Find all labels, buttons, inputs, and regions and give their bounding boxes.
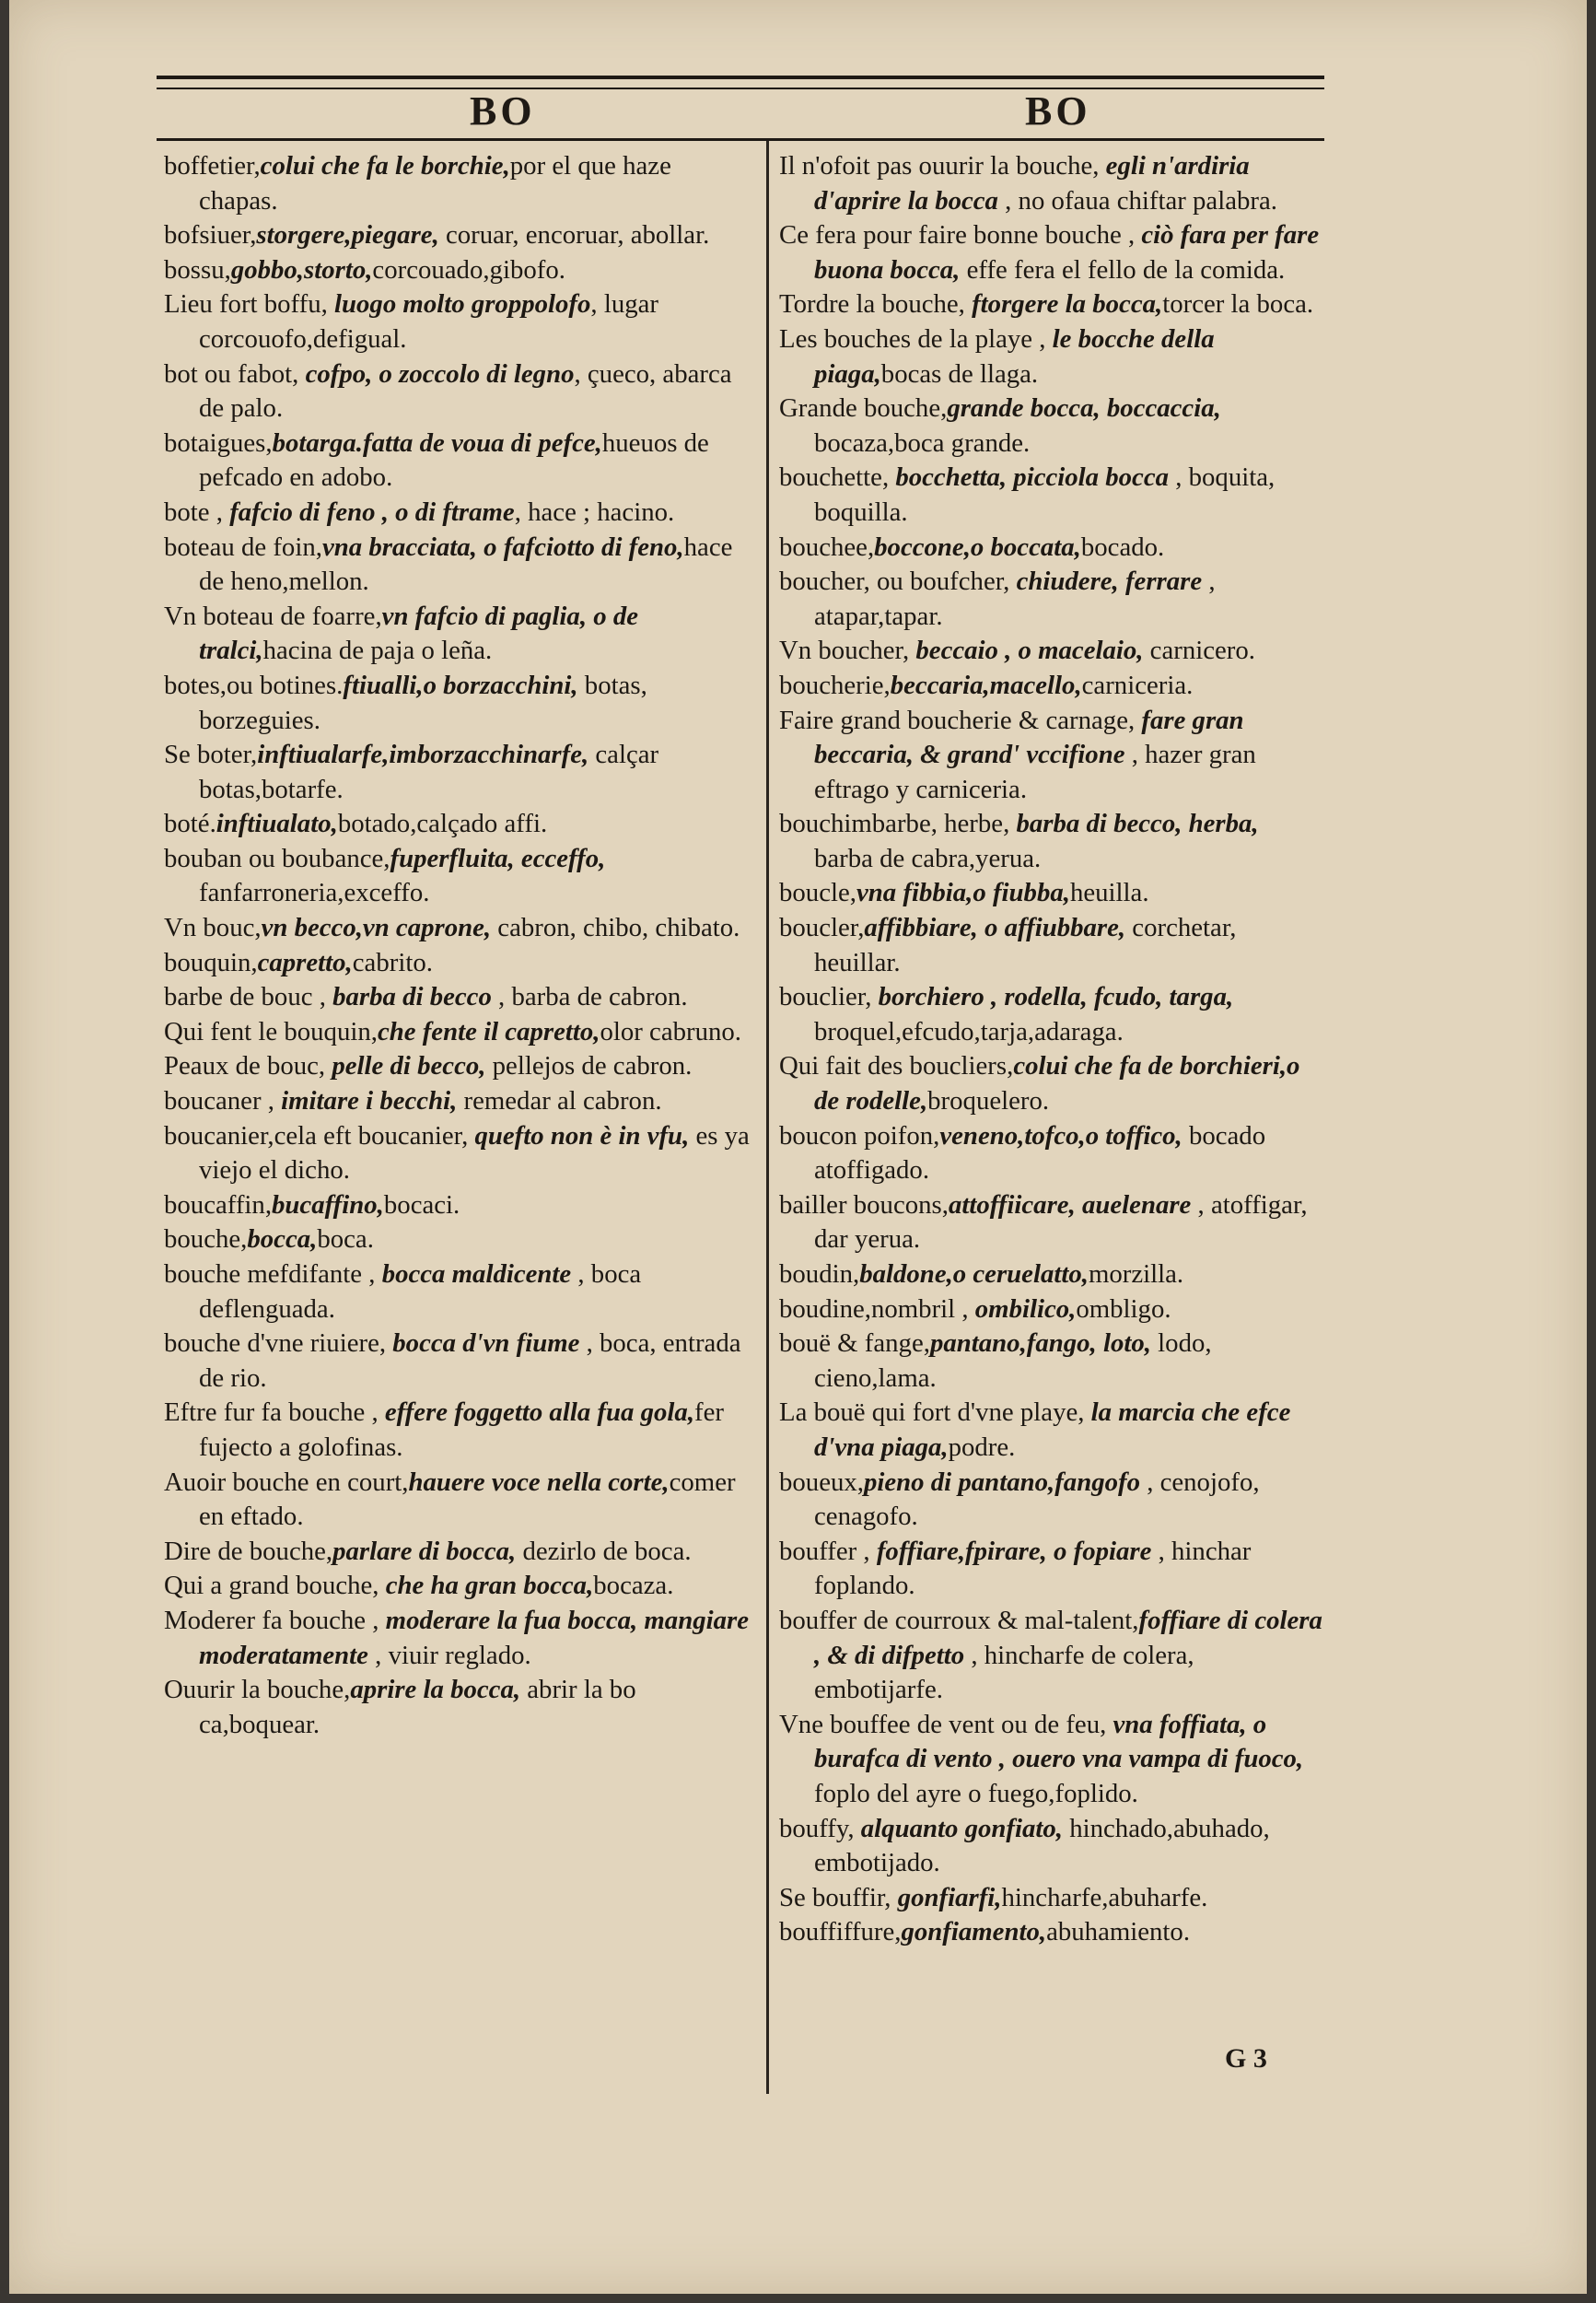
entry-italian: vn becco,vn caprone, [261,913,492,943]
entry-italian: colui che fa le borchie, [260,151,510,181]
entry-french: Auoir bouche en court, [164,1467,409,1497]
entry-italian: bocca, [247,1224,318,1255]
dictionary-entry [779,1119,1322,1188]
entry-spanish: , boca, entrada de rio. [199,1328,741,1393]
entry-spanish: corcouado,gibofo. [372,254,565,285]
entry-spanish: calçar botas,botarfe. [199,740,659,804]
signature-mark: G 3 [1225,2043,1267,2074]
entry-french: boucher, ou boufcher, [779,567,1017,597]
entry-french: boucon poifon, [779,1120,940,1151]
entry-italian: alquanto gonfiato, [860,1813,1064,1843]
entry-italian: borchiero , rodella, fcudo, targa, [878,982,1234,1012]
dictionary-entry [164,1396,753,1465]
entry-spanish: fer fujecto a golofinas. [199,1397,724,1462]
entry-french: Vne bouffee de vent ou de feu, [779,1709,1113,1739]
entry-spanish: botas, borzeguies. [199,670,647,735]
dictionary-entry [779,461,1322,530]
dictionary-entry [164,357,753,427]
dictionary-entry [779,1396,1322,1465]
entry-italian: vna bracciata, o fafciotto di feno, [321,532,684,562]
entry-italian: beccaio , o macelaio, [915,636,1144,666]
entry-spanish: torcer la boca. [1162,289,1314,320]
entry-spanish: bocado. [1080,532,1165,562]
entry-italian: parlare di bocca, [332,1536,517,1566]
entry-spanish: , hace ; hacino. [514,497,675,527]
entry-italian: ftorgere la bocca, [972,289,1163,320]
entry-italian: le bocche della piaga, [814,323,1215,389]
entry-french: Qui fent le bouquin, [164,1016,378,1046]
dictionary-entry [164,1119,753,1188]
dictionary-entry [164,427,753,496]
entry-spanish: , lugar corcouofo,defigual. [199,289,658,354]
entry-french: Vn bouc, [164,913,262,943]
entry-italian: ombilico, [974,1293,1077,1324]
entry-italian: attoffiicare, auelenare [948,1189,1192,1220]
entry-french: Qui fait des boucliers, [779,1051,1014,1081]
dictionary-entry [164,496,753,531]
dictionary-entry [164,218,753,253]
entry-italian: effere foggetto alla fua gola, [384,1397,695,1428]
entry-french: boucle, [779,878,856,908]
entry-italian: imitare i becchi, [281,1086,458,1116]
entry-italian: affibbiare, o affiubbare, [864,913,1126,943]
entry-italian: capretto, [257,947,353,977]
dictionary-entry [779,1257,1322,1292]
entry-spanish: podre. [948,1432,1016,1462]
entry-french: botaigues, [164,427,273,458]
entry-italian: gobbo,storto, [230,254,373,285]
entry-italian: barba di becco [332,982,492,1012]
entry-french: bouchette, [779,462,896,493]
entry-italian: storgere,piegare, [256,220,439,251]
entry-italian: pantano,fango, loto, [929,1328,1151,1359]
entry-italian: pieno di pantano,fangofo [863,1467,1140,1497]
dictionary-entry [779,807,1322,876]
entry-french: Eftre fur fa bouche , [164,1397,385,1428]
entry-french: bouchee, [779,532,875,562]
entry-spanish: remedar al cabron. [457,1086,662,1116]
entry-italian: hauere voce nella corte, [408,1467,670,1497]
entry-french: Grande bouche, [779,393,948,424]
entry-spanish: , barba de cabron. [491,982,688,1012]
dictionary-entry [779,634,1322,669]
entry-spanish: hincharfe,abuharfe. [1001,1882,1208,1912]
entry-french: botes,ou botines. [164,670,344,700]
entry-spanish: bocado atoffigado. [814,1120,1266,1186]
entry-spanish: hinchado,abuhado, embotijado. [814,1813,1270,1878]
entry-italian: foffiare di colera , & di difpetto [814,1605,1322,1670]
entry-spanish: foplo del ayre o fuego,foplido. [814,1778,1138,1808]
entry-french: bofsiuer, [164,220,257,251]
entry-french: Vn boteau de foarre, [164,601,382,631]
entry-spanish: carnicero. [1143,636,1255,666]
entry-spanish: comer en eftado. [199,1467,736,1532]
dictionary-entry [779,392,1322,461]
entry-italian: fuperfluita, ecceffo, [390,843,606,873]
entry-italian: gonfiamento, [901,1917,1047,1947]
entry-french: Se boter, [164,740,258,770]
dictionary-entry [779,1915,1322,1950]
dictionary-entry [779,704,1322,808]
entry-french: Vn boucher, [779,636,916,666]
entry-french: Tordre la bouche, [779,289,973,320]
entry-french: boucaffin, [164,1189,273,1220]
entry-spanish: es ya viejo el dicho. [199,1120,750,1186]
entry-french: Peaux de bouc, [164,1051,332,1081]
entry-spanish: cabrito. [352,947,433,977]
dictionary-entry [779,1188,1322,1257]
entry-spanish: bocaza. [593,1571,674,1601]
entry-spanish: , boquita, boquilla. [814,462,1276,527]
entry-french: Ouurir la bouche, [164,1675,351,1705]
entry-spanish: broquel,efcudo,tarja,adaraga. [814,1016,1124,1046]
entry-french: bouë & fange, [779,1328,930,1359]
entry-french: boudin, [779,1259,860,1289]
entry-spanish: , viuir reglado. [367,1640,531,1670]
entry-french: bouche, [164,1224,248,1255]
dictionary-entry [779,980,1322,1049]
column-divider [766,141,769,2094]
entry-french: boucaner , [164,1086,282,1116]
dictionary-entry [164,1327,753,1396]
dictionary-entry [164,1569,753,1604]
top-rule [157,76,1324,79]
entry-french: Qui a grand bouche, [164,1571,386,1601]
entry-italian: veneno,tofco,o toffico, [939,1120,1182,1151]
entry-italian: fare gran beccaria, & grand' vccifione [814,705,1244,770]
right-column [779,149,1322,1950]
dictionary-entry [164,1673,753,1742]
entry-italian: gonfiarfi, [897,1882,1002,1912]
entry-spanish: heuilla. [1069,878,1149,908]
dictionary-entry [164,1049,753,1084]
entry-french: bouquin, [164,947,258,977]
entry-italian: che fente il capretto, [377,1016,600,1046]
entry-spanish: hacina de paja o leña. [262,636,493,666]
entry-italian: beccaria,macello, [890,670,1082,700]
entry-french: Faire grand boucherie & carnage, [779,705,1142,735]
entry-french: boteau de foin, [164,532,322,562]
dictionary-entry [779,876,1322,911]
dictionary-entry [779,531,1322,566]
entry-spanish: , çueco, abarca de palo. [199,358,732,424]
dictionary-entry [779,911,1322,980]
dictionary-entry [164,1015,753,1050]
entry-french: bouche mefdifante , [164,1259,382,1289]
dictionary-entry [164,1188,753,1223]
dictionary-entry [164,807,753,842]
entry-italian: vn fafcio di paglia, o de tralci, [199,601,638,666]
entry-french: Dire de bouche, [164,1536,333,1566]
entry-french: Lieu fort boffu, [164,289,335,320]
entry-italian: aprire la bocca, [350,1675,521,1705]
entry-french: boueux, [779,1467,864,1497]
entry-italian: quefto non è in vfu, [474,1120,690,1151]
dictionary-entry [779,287,1322,322]
dictionary-entry [164,911,753,946]
entry-spanish: ombligo. [1076,1293,1171,1324]
entry-spanish: por el que haze chapas. [199,151,671,216]
entry-spanish: , atoffigar, dar yerua. [814,1189,1308,1255]
dictionary-entry [779,1466,1322,1535]
dictionary-entry [164,842,753,911]
entry-italian: ciò fara per fare buona bocca, [814,220,1320,285]
dictionary-entry [164,149,753,218]
dictionary-entry [164,1535,753,1570]
dictionary-entry [779,1881,1322,1916]
entry-french: bouche d'vne riuiere, [164,1328,393,1359]
entry-italian: inftiualato, [216,809,338,839]
head-rule [157,138,1324,141]
dictionary-entry [779,1604,1322,1708]
entry-spanish: broquelero. [927,1086,1050,1116]
dictionary-entry [164,531,753,600]
entry-french: bouban ou boubance, [164,843,390,873]
entry-french: barbe de bouc , [164,982,333,1012]
entry-italian: baldone,o ceruelatto, [859,1259,1089,1289]
entry-spanish: botado,calçado affi. [337,809,548,839]
entry-french: boudine,nombril , [779,1293,975,1324]
entry-italian: vna foffiata, o burafca di vento , ouero vna vampa di fuoco, [814,1709,1304,1774]
entry-french: Les bouches de la playe , [779,323,1053,354]
entry-french: bouffer , [779,1536,877,1566]
entry-italian: fafcio di feno , o di ftrame [229,497,515,527]
entry-french: boucler, [779,913,865,943]
dictionary-entry [164,253,753,288]
entry-spanish: abuhamiento. [1046,1917,1191,1947]
entry-italian: foffiare,fpirare, o fopiare [876,1536,1152,1566]
entry-french: bailler boucons, [779,1189,949,1220]
entry-italian: bocca d'vn fiume [392,1328,580,1359]
entry-spanish: , cenojofo, cenagofo. [814,1467,1260,1532]
entry-french: Moderer fa bouche , [164,1605,386,1635]
entry-french: boté. [164,809,216,839]
entry-italian: inftiualarfe,imborzacchinarfe, [257,740,589,770]
entry-spanish: effe fera el fello de la comida. [960,254,1286,285]
dictionary-entry [164,669,753,738]
dictionary-entry [779,1049,1322,1118]
entry-spanish: abrir la bo ca,boquear. [199,1675,636,1739]
entry-spanish: barba de cabra,yerua. [814,843,1042,873]
entry-french: bouclier, [779,982,879,1012]
dictionary-entry [164,738,753,807]
entry-spanish: carniceria. [1081,670,1194,700]
entry-french: bossu, [164,254,231,285]
dictionary-entry [779,1535,1322,1604]
entry-italian: cofpo, o zoccolo di legno [305,358,575,389]
dictionary-entry [164,980,753,1015]
entry-spanish: bocas de llaga. [880,358,1039,389]
entry-spanish: cabron, chibo, chibato. [491,913,740,943]
entry-french: Se bouffir, [779,1882,898,1912]
entry-italian: vna fibbia,o fiubba, [856,878,1070,908]
dictionary-entry [779,218,1322,287]
dictionary-entry [164,287,753,357]
entry-french: bouffer de courroux & mal-talent, [779,1605,1139,1635]
entry-french: boffetier, [164,151,261,181]
entry-spanish: , hinchar foplando. [814,1536,1252,1601]
entry-spanish: hace de heno,mellon. [199,532,733,597]
entry-spanish: dezirlo de boca. [516,1536,692,1566]
entry-italian: che ha gran bocca, [385,1571,594,1601]
entry-spanish: , hincharfe de colera, embotijarfe. [814,1640,1194,1705]
dictionary-entry [779,1327,1322,1396]
entry-french: boucanier,cela eft boucanier, [164,1120,475,1151]
entry-french: Ce fera pour faire bonne bouche , [779,220,1142,251]
dictionary-entry [164,1466,753,1535]
entry-french: bote , [164,497,230,527]
dictionary-entry [779,1292,1322,1327]
entry-spanish: coruar, encoruar, abollar. [438,220,710,251]
dictionary-entry [164,1222,753,1257]
entry-french: boucherie, [779,670,891,700]
entry-italian: moderare la fua bocca, mangiare moderatamente [199,1605,749,1670]
entry-french: Il n'ofoit pas ouurir la bouche, [779,151,1106,181]
entry-italian: la marcia che efce d'vna piaga, [814,1397,1291,1462]
entry-italian: bucaffino, [272,1189,384,1220]
dictionary-entry [164,1084,753,1119]
entry-italian: barba di becco, herba, [1016,809,1259,839]
left-column [164,149,753,1742]
entry-spanish: fanfarroneria,exceffo. [199,878,430,908]
entry-spanish: , atapar,tapar. [814,567,1216,631]
running-head-right: BO [1025,88,1091,134]
entry-italian: botarga.fatta de voua di pefce, [272,427,602,458]
entry-italian: boccone,o boccata, [874,532,1081,562]
dictionary-entry [164,1257,753,1327]
entry-spanish: morzilla. [1088,1259,1184,1289]
top-rule-thin [157,88,1324,89]
book-page [9,0,1587,2294]
dictionary-entry [779,149,1322,218]
entry-french: bot ou fabot, [164,358,306,389]
entry-spanish: pellejos de cabron. [485,1051,693,1081]
running-head-left: BO [470,88,536,134]
entry-italian: colui che fa de borchieri,o de rodelle, [814,1051,1300,1116]
entry-french: bouchimbarbe, herbe, [779,809,1017,839]
entry-italian: chiudere, ferrare [1016,567,1203,597]
dictionary-entry [779,565,1322,634]
entry-italian: bocchetta, picciola bocca [895,462,1170,493]
dictionary-entry [164,1604,753,1673]
entry-spanish: , no ofaua chiftar palabra. [997,185,1277,216]
entry-spanish: bocaza,boca grande. [814,427,1031,458]
entry-spanish: olor cabruno. [600,1016,741,1046]
dictionary-entry [779,669,1322,704]
entry-spanish: bocaci. [383,1189,460,1220]
dictionary-entry [164,946,753,981]
entry-italian: pelle di becco, [332,1051,486,1081]
entry-french: La bouë qui fort d'vne playe, [779,1397,1091,1428]
entry-spanish: lodo, cieno,lama. [814,1328,1212,1393]
entry-spanish: , hazer gran eftrago y carniceria. [814,740,1256,804]
dictionary-entry [779,1812,1322,1881]
dictionary-entry [779,1708,1322,1812]
entry-italian: luogo molto groppolofo [334,289,591,320]
entry-italian: bocca maldicente [381,1259,572,1289]
entry-spanish: hueuos de pefcado en adobo. [199,427,709,493]
entry-spanish: boca. [317,1224,374,1255]
entry-spanish: corchetar, heuillar. [814,913,1237,977]
entry-italian: ftiualli,o borzacchini, [343,670,578,700]
dictionary-entry [779,322,1322,392]
entry-french: bouffy, [779,1813,861,1843]
entry-spanish: , boca deflenguada. [199,1259,642,1324]
dictionary-entry [164,600,753,669]
entry-italian: grande bocca, boccaccia, [947,393,1221,424]
entry-italian: egli n'ardiria d'aprire la bocca [814,151,1250,216]
entry-french: bouffiffure, [779,1917,902,1947]
